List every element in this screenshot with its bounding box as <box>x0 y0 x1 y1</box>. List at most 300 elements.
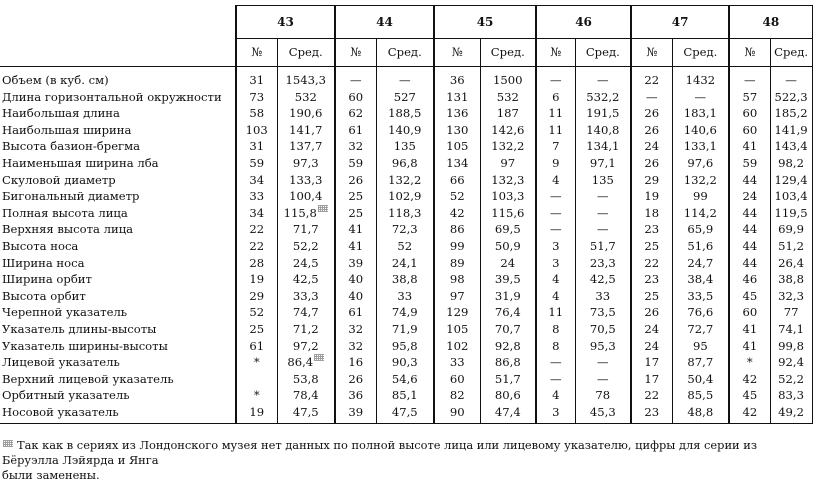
footnote-text: Так как в сериях из Лондонского музея нет данных по полной высоте лица или лицевому указателю, цифры для серии из Бёруэлла Лэйярда и Янга <box>2 438 758 467</box>
count-cell: 22 <box>236 221 277 238</box>
mean-cell: 48,8 <box>672 404 729 424</box>
count-cell: 59 <box>236 155 277 172</box>
mean-cell: 38,8 <box>376 271 434 288</box>
mean-cell: 95 <box>672 338 729 355</box>
count-cell: 99 <box>434 238 480 255</box>
mean-cell: 87,7 <box>672 354 729 371</box>
count-cell: 58 <box>236 105 277 122</box>
count-cell: 40 <box>335 288 376 305</box>
count-cell: 61 <box>335 304 376 321</box>
row-label: Лицевой указатель <box>2 355 120 370</box>
row-label: Скуловой диаметр <box>2 172 116 187</box>
mean-cell: 132,2 <box>480 138 536 155</box>
count-cell: 22 <box>631 67 672 89</box>
count-cell: 60 <box>729 304 770 321</box>
count-cell: 97 <box>434 288 480 305</box>
count-cell: 82 <box>434 387 480 404</box>
mean-cell: 92,4 <box>770 354 812 371</box>
mean-cell: 135 <box>376 138 434 155</box>
count-cell: — <box>729 67 770 89</box>
mean-cell: 51,6 <box>672 238 729 255</box>
table-row <box>0 155 812 172</box>
count-header: № <box>631 39 672 67</box>
mean-cell: 76,6 <box>672 304 729 321</box>
mean-cell: 51,2 <box>770 238 812 255</box>
mean-cell: 1543,3 <box>277 67 335 89</box>
count-cell: 61 <box>335 122 376 139</box>
count-cell: 24 <box>729 188 770 205</box>
mean-cell: 183,1 <box>672 105 729 122</box>
mean-cell: 54,6 <box>376 371 434 388</box>
mean-cell: 92,8 <box>480 338 536 355</box>
table-row <box>0 338 812 355</box>
mean-cell: 71,2 <box>277 321 335 338</box>
row-label: Носовой указатель <box>0 404 236 424</box>
header-corner <box>0 39 236 67</box>
mean-cell: 527 <box>376 89 434 106</box>
mean-cell: 1500 <box>480 67 536 89</box>
mean-cell: 24 <box>480 255 536 272</box>
mean-cell: 99 <box>672 188 729 205</box>
count-cell: 7 <box>536 138 575 155</box>
row-label: Ширина носа <box>2 255 85 270</box>
row-label: Высота орбит <box>2 288 86 303</box>
count-cell: 33 <box>434 354 480 371</box>
mean-cell: 95,8 <box>376 338 434 355</box>
mean-cell: 65,9 <box>672 221 729 238</box>
count-cell: 4 <box>536 271 575 288</box>
row-label: Ширина орбит <box>2 272 92 287</box>
mean-header: Сред. <box>672 39 729 67</box>
mean-cell: 78 <box>575 387 631 404</box>
row-label: Высота носа <box>2 238 79 253</box>
mean-cell: 33,5 <box>672 288 729 305</box>
mean-cell: 33 <box>376 288 434 305</box>
count-cell: 6 <box>536 89 575 106</box>
row-label: Высота базион-брегма <box>2 139 141 154</box>
mean-cell: 191,5 <box>575 105 631 122</box>
table-row <box>0 404 812 424</box>
mean-cell: 140,8 <box>575 122 631 139</box>
count-cell: 57 <box>729 89 770 106</box>
mean-cell: 70,5 <box>575 321 631 338</box>
row-label: Наибольшая длина <box>2 106 120 121</box>
mean-cell: 135 <box>575 172 631 189</box>
count-cell: 24 <box>631 321 672 338</box>
count-header: № <box>335 39 376 67</box>
count-header: № <box>729 39 770 67</box>
count-cell: — <box>335 67 376 89</box>
count-cell: 26 <box>335 172 376 189</box>
count-cell: 17 <box>631 354 672 371</box>
mean-cell: 33 <box>575 288 631 305</box>
mean-cell: — <box>575 371 631 388</box>
mean-cell: — <box>575 354 631 371</box>
count-cell: — <box>536 221 575 238</box>
count-cell: 86 <box>434 221 480 238</box>
count-cell: 29 <box>236 288 277 305</box>
mean-cell: 38,8 <box>770 271 812 288</box>
count-cell: 41 <box>729 338 770 355</box>
mean-cell: 134,1 <box>575 138 631 155</box>
count-cell: 46 <box>729 271 770 288</box>
table-body <box>0 67 812 424</box>
row-label: Длина горизонтальной окружности <box>2 89 222 104</box>
count-cell: 25 <box>335 205 376 222</box>
mean-cell: 95,3 <box>575 338 631 355</box>
count-cell: 98 <box>434 271 480 288</box>
count-cell: 4 <box>536 387 575 404</box>
mean-cell: 188,5 <box>376 105 434 122</box>
row-label: Верхний лицевой указатель <box>2 371 174 386</box>
series-header: 46 <box>536 6 631 39</box>
table-row <box>0 304 812 321</box>
count-cell: 59 <box>729 155 770 172</box>
mean-cell: — <box>672 89 729 106</box>
count-cell: 16 <box>335 354 376 371</box>
mean-cell: — <box>575 188 631 205</box>
mean-cell: 103,3 <box>480 188 536 205</box>
count-cell: 22 <box>236 238 277 255</box>
row-label: Орбитный указатель <box>2 388 130 403</box>
count-cell: 44 <box>729 238 770 255</box>
mean-cell: 47,4 <box>480 404 536 424</box>
count-cell: — <box>536 67 575 89</box>
mean-cell: 24,1 <box>376 255 434 272</box>
mean-cell: 42,5 <box>277 271 335 288</box>
mean-cell: — <box>376 67 434 89</box>
mean-cell: 141,7 <box>277 122 335 139</box>
count-cell: 44 <box>729 221 770 238</box>
mean-cell: 115,6 <box>480 205 536 222</box>
count-cell: 39 <box>335 255 376 272</box>
mean-cell: 85,1 <box>376 387 434 404</box>
mean-cell: 115,8 <box>277 205 335 222</box>
count-cell: 19 <box>631 188 672 205</box>
count-cell: 18 <box>631 205 672 222</box>
mean-cell: 72,3 <box>376 221 434 238</box>
table-row <box>0 321 812 338</box>
table-row <box>0 221 812 238</box>
mean-cell: 77 <box>770 304 812 321</box>
mean-cell: 69,9 <box>770 221 812 238</box>
count-cell: 17 <box>631 371 672 388</box>
count-cell: — <box>631 89 672 106</box>
table-row <box>0 288 812 305</box>
mean-cell: — <box>575 221 631 238</box>
count-cell: 45 <box>729 288 770 305</box>
count-cell: 11 <box>536 304 575 321</box>
table-row <box>0 138 812 155</box>
count-cell: 136 <box>434 105 480 122</box>
mean-cell: 53,8 <box>277 371 335 388</box>
mean-cell: 52,2 <box>770 371 812 388</box>
mean-cell: 52 <box>376 238 434 255</box>
mean-cell: 24,5 <box>277 255 335 272</box>
count-cell: 32 <box>335 321 376 338</box>
mean-cell: 73,5 <box>575 304 631 321</box>
count-cell: 34 <box>236 205 277 222</box>
count-cell: 42 <box>729 404 770 424</box>
mean-cell: 85,5 <box>672 387 729 404</box>
table-row <box>0 371 812 388</box>
mean-cell: 114,2 <box>672 205 729 222</box>
mean-cell: 142,6 <box>480 122 536 139</box>
table-row <box>0 205 812 222</box>
count-cell: 28 <box>236 255 277 272</box>
mean-cell: 132,2 <box>672 172 729 189</box>
footnote-marker-icon <box>314 354 324 361</box>
count-cell: 89 <box>434 255 480 272</box>
count-cell: 32 <box>335 138 376 155</box>
count-cell: 31 <box>236 67 277 89</box>
count-cell: 36 <box>335 387 376 404</box>
mean-cell: 97 <box>480 155 536 172</box>
mean-cell: 133,3 <box>277 172 335 189</box>
mean-cell: 69,5 <box>480 221 536 238</box>
count-cell: — <box>536 371 575 388</box>
mean-cell: — <box>575 67 631 89</box>
mean-cell: 140,6 <box>672 122 729 139</box>
mean-cell: 76,4 <box>480 304 536 321</box>
count-cell: 103 <box>236 122 277 139</box>
count-cell: 60 <box>434 371 480 388</box>
count-cell: 22 <box>631 255 672 272</box>
row-label: Наибольшая ширина <box>2 122 132 137</box>
table-row <box>0 172 812 189</box>
mean-header: Сред. <box>575 39 631 67</box>
mean-header: Сред. <box>480 39 536 67</box>
table-row <box>0 122 812 139</box>
mean-cell: 532 <box>480 89 536 106</box>
count-header: № <box>536 39 575 67</box>
mean-cell: 133,1 <box>672 138 729 155</box>
craniometric-table <box>0 5 813 424</box>
mean-cell: — <box>770 67 812 89</box>
mean-cell: 78,4 <box>277 387 335 404</box>
series-header: 48 <box>729 6 812 39</box>
series-header: 45 <box>434 6 536 39</box>
series-header: 44 <box>335 6 434 39</box>
mean-cell: 522,3 <box>770 89 812 106</box>
row-label: Указатель длины-высоты <box>2 321 157 336</box>
count-cell: 130 <box>434 122 480 139</box>
mean-cell: 47,5 <box>277 404 335 424</box>
count-cell: * <box>236 387 277 404</box>
table-row <box>0 255 812 272</box>
count-cell: 34 <box>236 172 277 189</box>
mean-cell: 141,9 <box>770 122 812 139</box>
table-row <box>0 238 812 255</box>
count-cell: 66 <box>434 172 480 189</box>
count-cell: — <box>536 188 575 205</box>
row-label: Наименьшая ширина лба <box>2 155 159 170</box>
mean-cell: 51,7 <box>480 371 536 388</box>
table-row <box>0 188 812 205</box>
count-cell: 31 <box>236 138 277 155</box>
mean-cell: 74,9 <box>376 304 434 321</box>
count-cell: 44 <box>729 255 770 272</box>
mean-cell: 97,1 <box>575 155 631 172</box>
mean-cell: 97,3 <box>277 155 335 172</box>
mean-cell: 119,5 <box>770 205 812 222</box>
mean-cell: 185,2 <box>770 105 812 122</box>
mean-cell: 103,4 <box>770 188 812 205</box>
mean-cell: 86,8 <box>480 354 536 371</box>
mean-cell: 129,4 <box>770 172 812 189</box>
count-cell: 25 <box>631 238 672 255</box>
mean-cell: 96,8 <box>376 155 434 172</box>
mean-header: Сред. <box>376 39 434 67</box>
count-cell: 62 <box>335 105 376 122</box>
count-cell: 26 <box>631 155 672 172</box>
mean-header: Сред. <box>770 39 812 67</box>
footnote-line: были заменены. <box>2 468 100 482</box>
table-row <box>0 354 812 371</box>
mean-cell: 70,7 <box>480 321 536 338</box>
count-cell: 23 <box>631 221 672 238</box>
count-cell: 41 <box>729 138 770 155</box>
count-cell: 25 <box>335 188 376 205</box>
mean-cell: 71,9 <box>376 321 434 338</box>
count-cell: 3 <box>536 404 575 424</box>
count-cell: 23 <box>631 404 672 424</box>
mean-cell: 90,3 <box>376 354 434 371</box>
mean-cell: 99,8 <box>770 338 812 355</box>
footnote-marker-icon <box>3 440 13 447</box>
series-header: 47 <box>631 6 729 39</box>
count-cell: 25 <box>236 321 277 338</box>
mean-cell: 51,7 <box>575 238 631 255</box>
series-header: 43 <box>236 6 335 39</box>
mean-cell: 102,9 <box>376 188 434 205</box>
mean-cell: 52,2 <box>277 238 335 255</box>
mean-cell: 532 <box>277 89 335 106</box>
count-cell: 9 <box>536 155 575 172</box>
mean-cell: 74,7 <box>277 304 335 321</box>
count-cell: 42 <box>434 205 480 222</box>
row-label: Черепной указатель <box>2 305 128 320</box>
mean-cell: 97,6 <box>672 155 729 172</box>
mean-cell: 32,3 <box>770 288 812 305</box>
count-cell: 44 <box>729 172 770 189</box>
count-cell <box>236 371 277 388</box>
mean-cell: 86,4 <box>277 354 335 371</box>
mean-cell: 42,5 <box>575 271 631 288</box>
header-corner <box>0 6 236 39</box>
count-cell: 52 <box>236 304 277 321</box>
mean-cell: 98,2 <box>770 155 812 172</box>
mean-cell: 190,6 <box>277 105 335 122</box>
mean-cell: 83,3 <box>770 387 812 404</box>
mean-cell: 80,6 <box>480 387 536 404</box>
mean-cell: 187 <box>480 105 536 122</box>
count-cell: 36 <box>434 67 480 89</box>
count-cell: 39 <box>335 404 376 424</box>
count-header: № <box>236 39 277 67</box>
mean-cell: 132,3 <box>480 172 536 189</box>
mean-cell: 1432 <box>672 67 729 89</box>
count-cell: 41 <box>335 221 376 238</box>
count-cell: 4 <box>536 172 575 189</box>
count-cell: * <box>729 354 770 371</box>
footnote-marker-icon <box>318 205 328 212</box>
mean-cell: 45,3 <box>575 404 631 424</box>
count-cell: 61 <box>236 338 277 355</box>
count-cell: 60 <box>729 122 770 139</box>
count-cell: 102 <box>434 338 480 355</box>
row-label: Бигональный диаметр <box>2 189 140 204</box>
count-cell: 41 <box>729 321 770 338</box>
mean-cell: 31,9 <box>480 288 536 305</box>
count-cell: 3 <box>536 255 575 272</box>
count-cell: 42 <box>729 371 770 388</box>
count-cell: 60 <box>335 89 376 106</box>
row-label: Верхняя высота лица <box>2 222 134 237</box>
table-row <box>0 387 812 404</box>
mean-cell: 137,7 <box>277 138 335 155</box>
mean-cell: 50,9 <box>480 238 536 255</box>
count-cell: 40 <box>335 271 376 288</box>
count-cell: * <box>236 354 277 371</box>
mean-cell: 23,3 <box>575 255 631 272</box>
mean-cell: 26,4 <box>770 255 812 272</box>
mean-cell: 50,4 <box>672 371 729 388</box>
count-cell: 26 <box>631 105 672 122</box>
count-cell: 24 <box>631 338 672 355</box>
row-label: Объем (в куб. см) <box>2 73 109 87</box>
table-row <box>0 271 812 288</box>
footnote <box>2 438 814 483</box>
count-cell: — <box>536 354 575 371</box>
mean-cell: — <box>575 205 631 222</box>
count-cell: — <box>536 205 575 222</box>
mean-cell: 140,9 <box>376 122 434 139</box>
mean-cell: 532,2 <box>575 89 631 106</box>
mean-cell: 100,4 <box>277 188 335 205</box>
mean-cell: 38,4 <box>672 271 729 288</box>
mean-cell: 143,4 <box>770 138 812 155</box>
mean-cell: 39,5 <box>480 271 536 288</box>
mean-cell: 47,5 <box>376 404 434 424</box>
count-cell: 41 <box>335 238 376 255</box>
row-label: Полная высота лица <box>2 205 128 220</box>
mean-cell: 71,7 <box>277 221 335 238</box>
count-cell: 4 <box>536 288 575 305</box>
count-cell: 44 <box>729 205 770 222</box>
count-cell: 105 <box>434 321 480 338</box>
count-cell: 26 <box>631 122 672 139</box>
count-cell: 26 <box>335 371 376 388</box>
count-cell: 19 <box>236 271 277 288</box>
table-row <box>0 89 812 106</box>
footnote-line <box>2 438 814 468</box>
count-cell: 33 <box>236 188 277 205</box>
count-cell: 32 <box>335 338 376 355</box>
count-cell: 129 <box>434 304 480 321</box>
mean-cell: 118,3 <box>376 205 434 222</box>
count-cell: 60 <box>729 105 770 122</box>
count-cell: 8 <box>536 338 575 355</box>
count-cell: 25 <box>631 288 672 305</box>
mean-cell: 24,7 <box>672 255 729 272</box>
count-cell: 52 <box>434 188 480 205</box>
count-header: № <box>434 39 480 67</box>
count-cell: 23 <box>631 271 672 288</box>
mean-cell: 97,2 <box>277 338 335 355</box>
mean-header: Сред. <box>277 39 335 67</box>
count-cell: 22 <box>631 387 672 404</box>
